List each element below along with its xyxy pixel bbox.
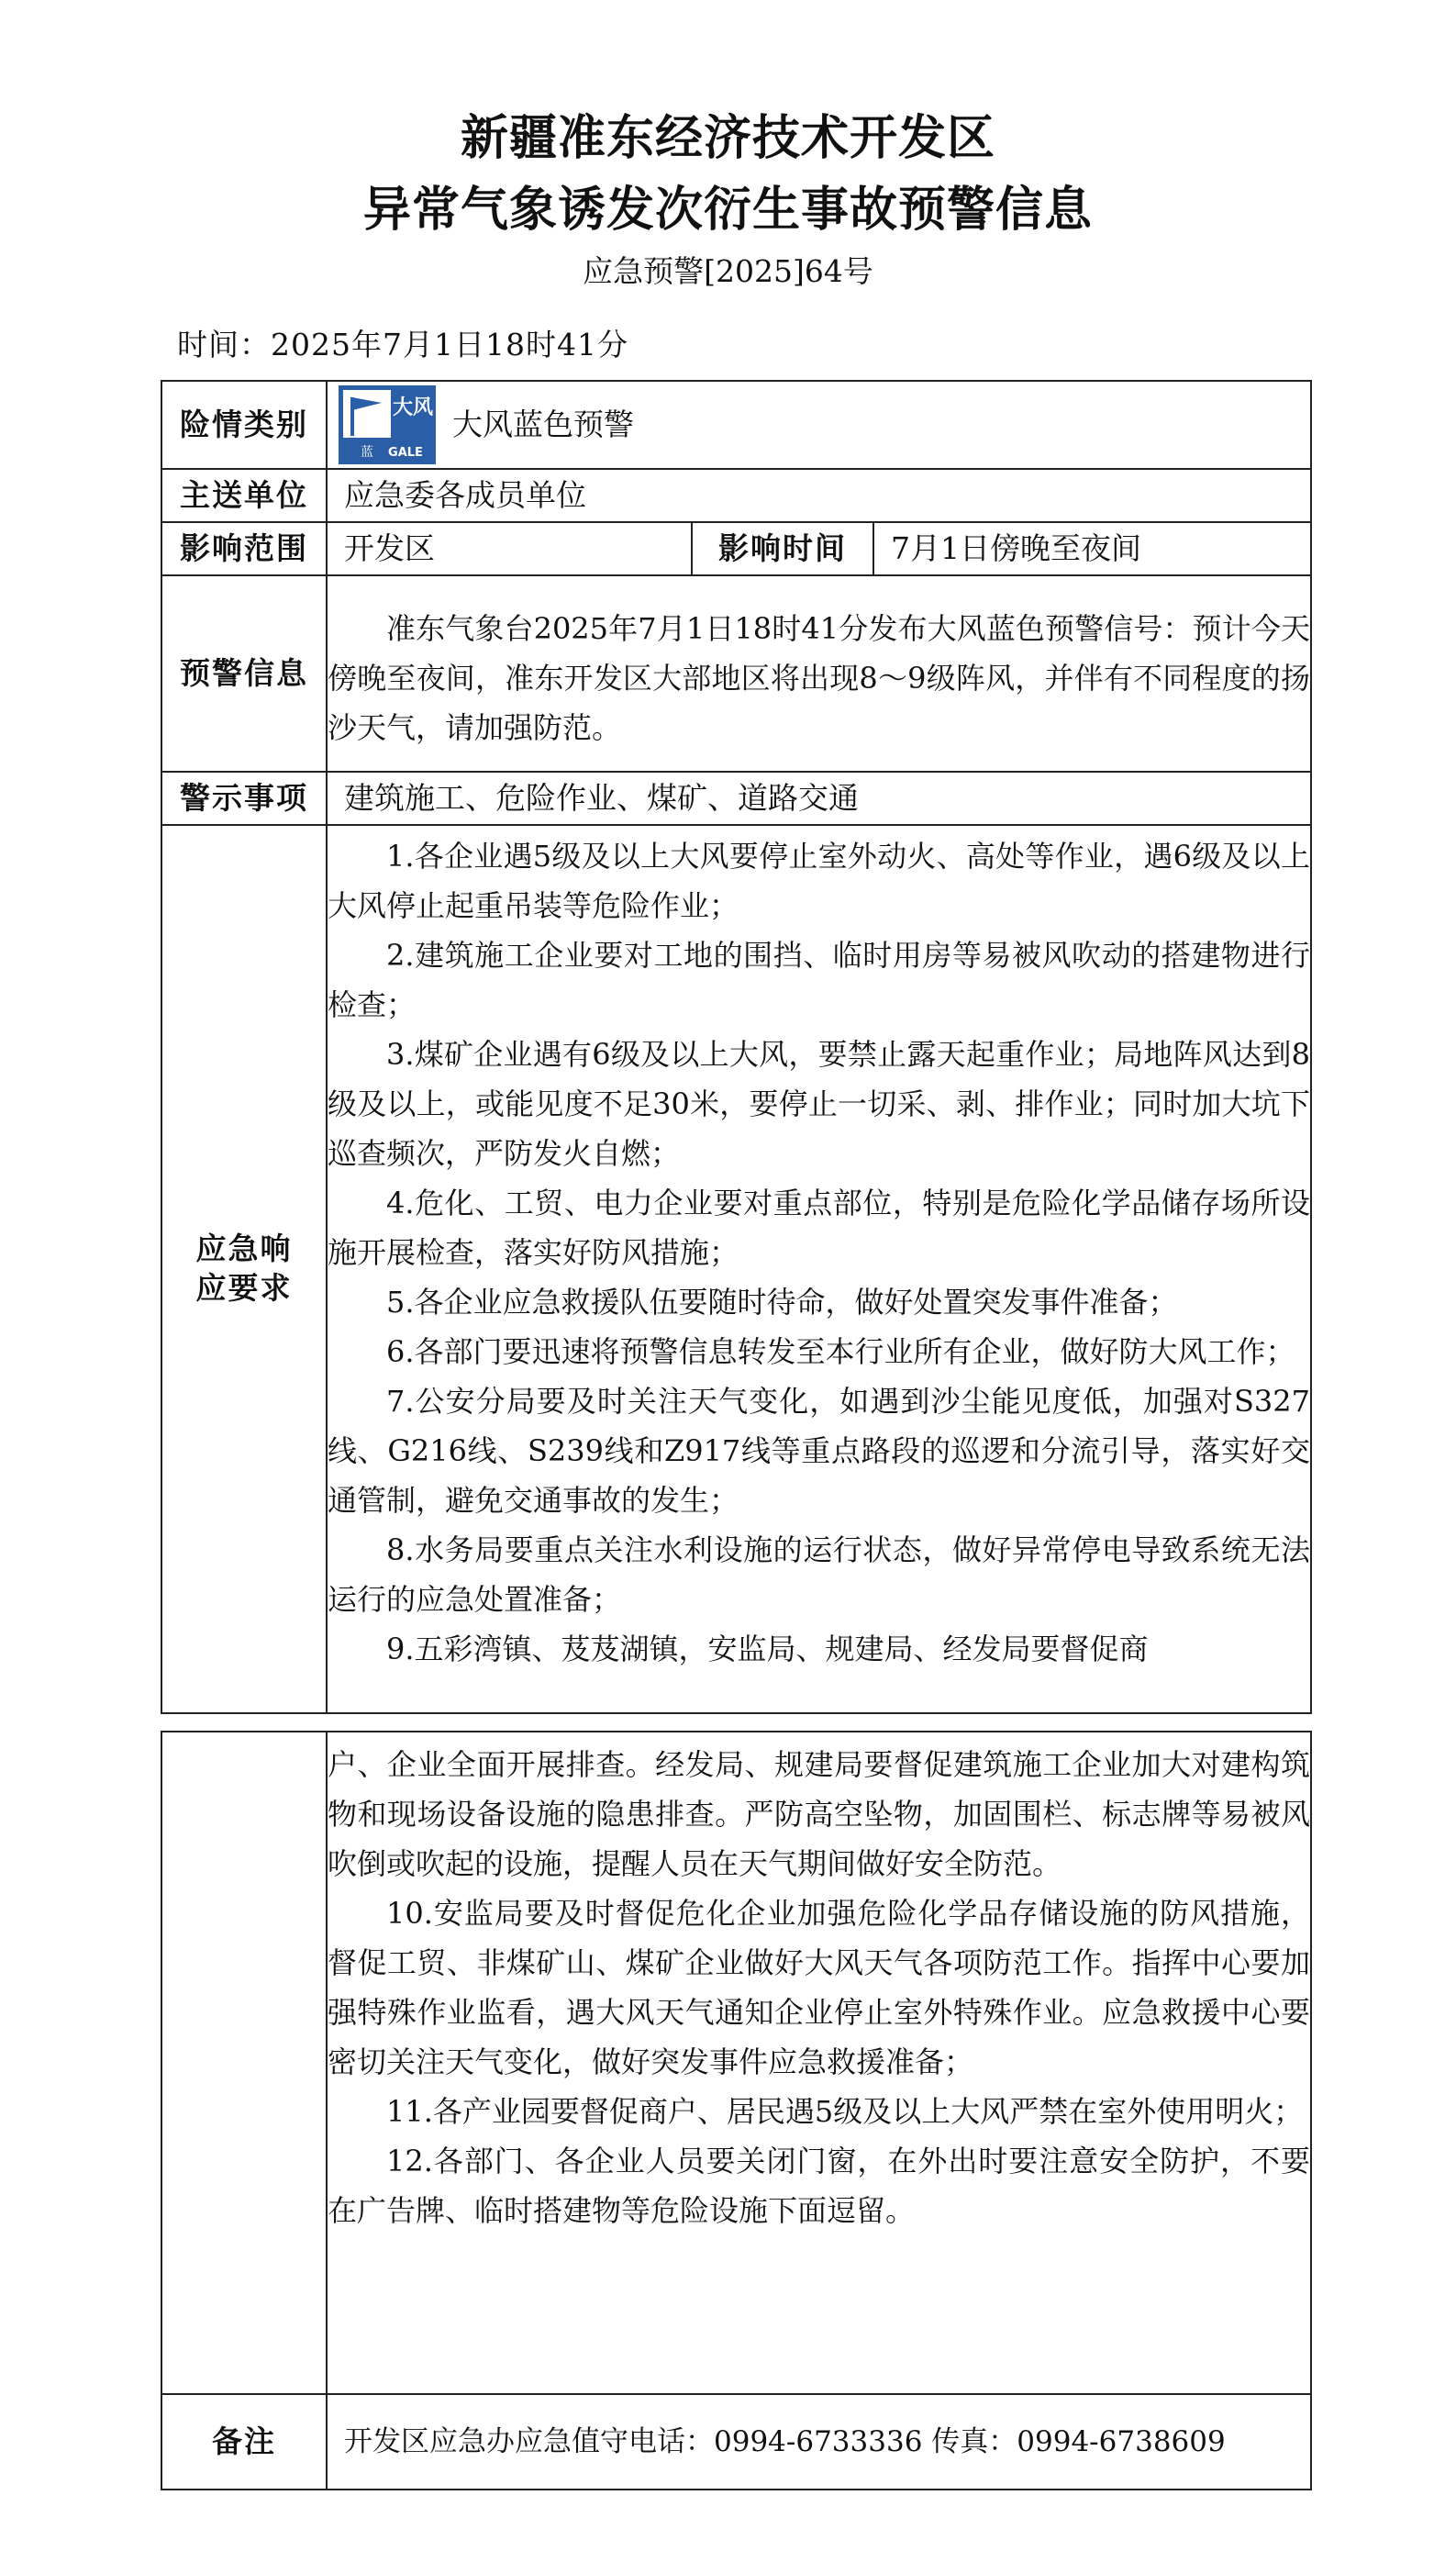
scope-value: 开发区 bbox=[327, 522, 692, 575]
remark-row bbox=[161, 2394, 1311, 2490]
document-title-line2: 异常气象诱发次衍生事故预警信息 bbox=[362, 183, 1093, 238]
response-item: 12.各部门、各企业人员要关闭门窗，在外出时要注意安全防护，不要在广告牌、临时搭建物等危险设施下面逗留。 bbox=[328, 2144, 1310, 2228]
remark-label: 备注 bbox=[161, 2394, 327, 2490]
response-item: 4.危化、工贸、电力企业要对重点部位，特别是危险化学品储存场所设施开展检查，落实好防风措施； bbox=[328, 1186, 1310, 1270]
info-text: 准东气象台2025年7月1日18时41分发布大风蓝色预警信号：预计今天傍晚至夜间，准东开发区大部地区将出现8～9级阵风，并伴有不同程度的扬沙天气，请加强防范。 bbox=[328, 611, 1310, 745]
response-item: 5.各企业应急救援队伍要随时待命，做好处置突发事件准备； bbox=[386, 1285, 1178, 1320]
hazard-label: 险情类别 bbox=[161, 381, 327, 469]
recipient-value: 应急委各成员单位 bbox=[327, 469, 1311, 522]
icon-text-cn-1: 大风 bbox=[392, 396, 434, 419]
info-cell bbox=[327, 575, 1311, 772]
response-item: 6.各部门要迅速将预警信息转发至本行业所有企业，做好防大风工作； bbox=[386, 1334, 1295, 1369]
response-cell-continued bbox=[327, 1732, 1311, 2394]
icon-text-en: GALE bbox=[388, 446, 423, 460]
document-number: 应急预警[2025]64号 bbox=[583, 253, 873, 289]
period-value: 7月1日傍晚至夜间 bbox=[873, 522, 1311, 575]
response-item: 7.公安分局要及时关注天气变化，如遇到沙尘能见度低，加强对S327线、G216线、S239线和Z917线等重点路段的巡逻和分流引导，落实好交通管制，避免交通事故的发生； bbox=[328, 1384, 1310, 1518]
response-item: 8.水务局要重点关注水利设施的运行状态，做好异常停电导致系统无法运行的应急处置准备； bbox=[328, 1532, 1310, 1617]
hazard-value: 大风蓝色预警 bbox=[452, 406, 634, 442]
response-item: 3.煤矿企业遇有6级及以上大风，要禁止露天起重作业；局地阵风达到8级及以上，或能见度不足30米，要停止一切采、剥、排作业；同时加大坑下巡查频次，严防发火自燃； bbox=[328, 1037, 1310, 1171]
response-item: 户、企业全面开展排查。经发局、规建局要督促建筑施工企业加大对建构筑物和现场设备设施的隐患排查。严防高空坠物，加固围栏、标志牌等易被风吹倒或吹起的设施，提醒人员在天气期间做好安全防范。 bbox=[328, 1747, 1310, 1881]
caution-label: 警示事项 bbox=[161, 772, 327, 825]
response-label: 应急响应要求 bbox=[161, 825, 327, 1713]
response-row bbox=[161, 825, 1311, 1713]
issue-time: 时间：2025年7月1日18时41分 bbox=[177, 327, 628, 362]
hazard-row bbox=[161, 381, 1311, 469]
recipient-label: 主送单位 bbox=[161, 469, 327, 522]
warning-table bbox=[161, 380, 1312, 1714]
info-row bbox=[161, 575, 1311, 772]
response-item: 1.各企业遇5级及以上大风要停止室外动火、高处等作业，遇6级及以上大风停止起重吊装等危险作业； bbox=[328, 839, 1310, 923]
response-item: 2.建筑施工企业要对工地的围挡、临时用房等易被风吹动的搭建物进行检查； bbox=[328, 938, 1310, 1022]
response-item: 9.五彩湾镇、芨芨湖镇，安监局、规建局、经发局要督促商 bbox=[386, 1632, 1149, 1666]
response-item: 11.各产业园要督促商户、居民遇5级及以上大风严禁在室外使用明火； bbox=[386, 2094, 1304, 2129]
scope-row bbox=[161, 522, 1311, 575]
hazard-cell bbox=[327, 381, 1311, 469]
caution-value: 建筑施工、危险作业、煤矿、道路交通 bbox=[327, 772, 1311, 825]
icon-text-small: 蓝 bbox=[361, 445, 373, 460]
caution-row bbox=[161, 772, 1311, 825]
recipient-row bbox=[161, 469, 1311, 522]
gale-blue-warning-icon bbox=[339, 385, 436, 464]
document-title-line1: 新疆准东经济技术开发区 bbox=[460, 111, 995, 166]
period-label: 影响时间 bbox=[692, 522, 873, 575]
warning-table-continued bbox=[161, 1731, 1312, 2490]
response-item: 10.安监局要及时督促危化企业加强危险化学品存储设施的防风措施，督促工贸、非煤矿山、煤矿企业做好大风天气各项防范工作。指挥中心要加强特殊作业监看，遇大风天气通知企业停止室外特殊作业。应急救援中心要密切关注天气变化，做好突发事件应急救援准备； bbox=[328, 1896, 1310, 2079]
response-row-continued bbox=[161, 1732, 1311, 2394]
remark-value: 开发区应急办应急值守电话：0994-6733336 传真：0994-6738609 bbox=[327, 2394, 1311, 2490]
response-cell bbox=[327, 825, 1311, 1713]
info-label: 预警信息 bbox=[161, 575, 327, 772]
scope-label: 影响范围 bbox=[161, 522, 327, 575]
empty-label-cell bbox=[161, 1732, 327, 2394]
